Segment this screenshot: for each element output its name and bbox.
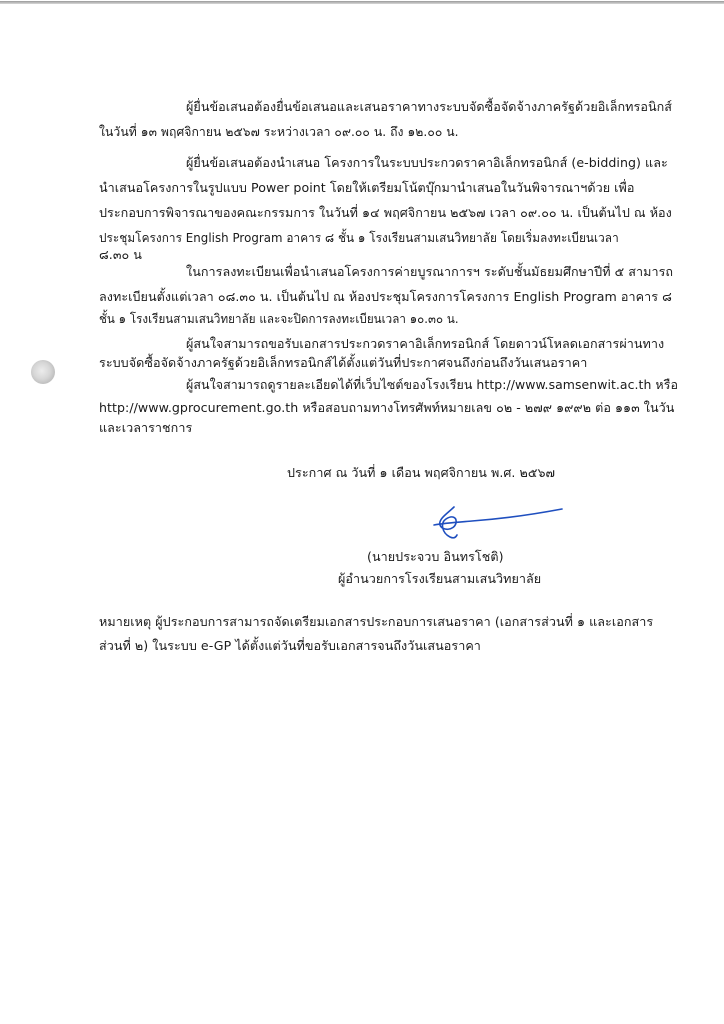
body-line: ผู้ยื่นข้อเสนอต้องนำเสนอ โครงการในระบบประกวดราคาอิเล็กทรอนิกส์ (e-bidding) และ	[186, 155, 668, 170]
body-line: ผู้สนใจสามารถขอรับเอกสารประกวดราคาอิเล็กทรอนิกส์ โดยดาวน์โหลดเอกสารผ่านทาง	[186, 336, 665, 351]
body-line: http://www.gprocurement.go.th หรือสอบถามทางโทรศัพท์หมายเลข ๐๒ - ๒๗๙ ๑๙๙๒ ต่อ ๑๑๓ ในวัน	[99, 400, 675, 415]
body-line: ผู้สนใจสามารถดูรายละเอียดได้ที่เว็บไซต์ของโรงเรียน http://www.samsenwit.ac.th หรือ	[186, 377, 678, 392]
body-line: ๘.๓๐ น	[99, 247, 142, 262]
note-line: หมายเหตุ ผู้ประกอบการสามารถจัดเตรียมเอกสารประกอบการเสนอราคา (เอกสารส่วนที่ ๑ และเอกสาร	[99, 614, 654, 629]
signatory-name: (นายประจวบ อินทรโชติ)	[367, 549, 504, 564]
body-line: ในการลงทะเบียนเพื่อนำเสนอโครงการค่ายบูรณาการฯ ระดับชั้นมัธยมศึกษาปีที่ ๕ สามารถ	[186, 264, 674, 279]
body-line: ลงทะเบียนตั้งแต่เวลา ๐๘.๓๐ น. เป็นต้นไป ณ ห้องประชุมโครงการโครงการ English Program อาคาร ๘	[99, 289, 672, 304]
body-line: ประชุมโครงการ English Program อาคาร ๘ ชั้น ๑ โรงเรียนสามเสนวิทยาลัย โดยเริ่มลงทะเบียนเวลา	[99, 230, 619, 245]
body-line: ประกอบการพิจารณาของคณะกรรมการ ในวันที่ ๑๔ พฤศจิกายน ๒๕๖๗ เวลา ๐๙.๐๐ น. เป็นต้นไป ณ ห้อง	[99, 205, 672, 220]
body-line: และเวลาราชการ	[99, 420, 193, 435]
body-line: ผู้ยื่นข้อเสนอต้องยื่นข้อเสนอและเสนอราคาทางระบบจัดซื้อจัดจ้างภาครัฐด้วยอิเล็กทรอนิกส์	[186, 99, 673, 114]
body-line: ชั้น ๑ โรงเรียนสามเสนวิทยาลัย และจะปิดการลงทะเบียนเวลา ๑๐.๓๐ น.	[99, 311, 459, 326]
signatory-position: ผู้อำนวยการโรงเรียนสามเสนวิทยาลัย	[338, 571, 542, 586]
body-line: ระบบจัดซื้อจัดจ้างภาครัฐด้วยอิเล็กทรอนิกส์ได้ตั้งแต่วันที่ประกาศจนถึงก่อนถึงวันเสนอราคา	[99, 355, 588, 370]
announcement-date: ประกาศ ณ วันที่ ๑ เดือน พฤศจิกายน พ.ศ. ๒๕๖๗	[287, 465, 556, 480]
body-line: นำเสนอโครงการในรูปแบบ Power point โดยให้เตรียมโน้ตบุ๊กมานำเสนอในวันพิจารณาฯด้วย เพื่อ	[99, 180, 635, 195]
note-line: ส่วนที่ ๒) ในระบบ e-GP ได้ตั้งแต่วันที่ขอรับเอกสารจนถึงวันเสนอราคา	[99, 638, 481, 653]
body-line: ในวันที่ ๑๓ พฤศจิกายน ๒๕๖๗ ระหว่างเวลา ๐๙.๐๐ น. ถึง ๑๒.๐๐ น.	[99, 124, 459, 139]
signature-image	[430, 503, 566, 543]
